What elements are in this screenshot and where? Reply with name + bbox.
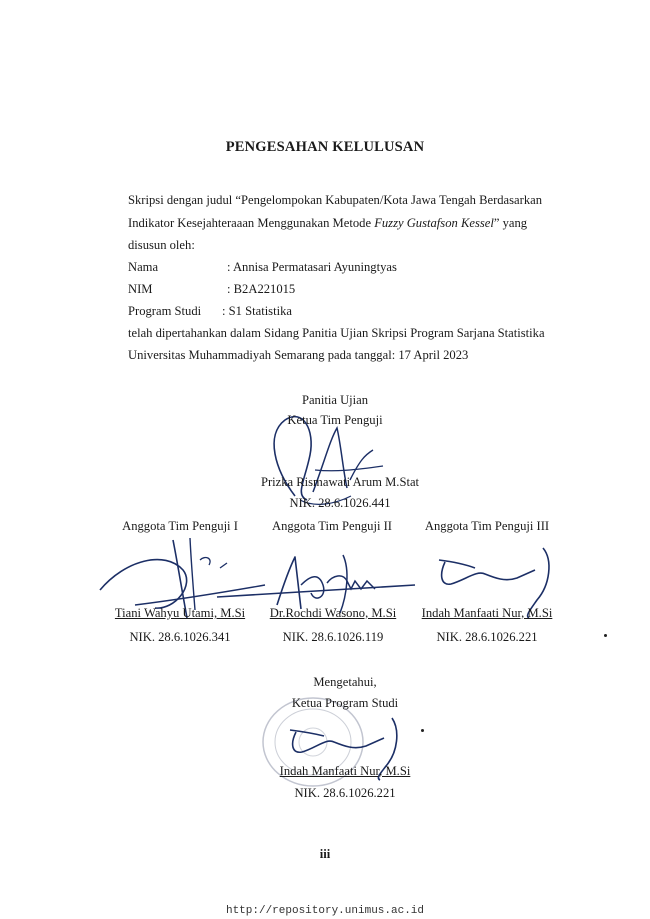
ink-dot — [604, 634, 607, 637]
nim-value: : B2A221015 — [227, 282, 296, 296]
prodi-label: Program Studi — [128, 304, 202, 318]
nim-label: NIM — [128, 282, 153, 296]
defense-line-2: Universitas Muhammadiyah Semarang pada tanggal: 17 April 2023 — [128, 348, 469, 362]
examiner-3-role: Anggota Tim Penguji III — [424, 519, 550, 533]
chair-nik: NIK. 28.6.1026.441 — [289, 496, 391, 510]
repository-url: http://repository.unimus.ac.id — [225, 905, 425, 917]
examiner-3-nik: NIK. 28.6.1026.221 — [436, 630, 538, 644]
chair-name: Prizka Rismawati Arum M.Stat — [260, 475, 420, 489]
prodi-value: : S1 Statistika — [222, 304, 292, 318]
examiner-2-name: Dr.Rochdi Wasono, M.Si — [269, 606, 397, 620]
intro-line-2-text: Indikator Kesejahteraaan Menggunakan Metode — [128, 216, 375, 230]
chair-role: Ketua Tim Penguji — [287, 413, 383, 427]
examiner-1-role: Anggota Tim Penguji I — [122, 519, 238, 533]
examiner-2-nik: NIK. 28.6.1026.119 — [282, 630, 384, 644]
approval-name: Indah Manfaati Nur, M.Si — [279, 764, 411, 778]
examiner-1-name: Tiani Wahyu Utami, M.Si — [114, 606, 246, 620]
examiner-1-nik: NIK. 28.6.1026.341 — [129, 630, 231, 644]
page-number: iii — [319, 847, 331, 861]
committee-heading: Panitia Ujian — [301, 393, 369, 407]
examiner-2-role: Anggota Tim Penguji II — [271, 519, 392, 533]
approval-role: Ketua Program Studi — [291, 696, 399, 710]
intro-line-2-end: ” yang — [493, 216, 528, 230]
intro-line-2 — [128, 216, 527, 231]
approval-nik: NIK. 28.6.1026.221 — [294, 786, 396, 800]
examiner-3-name: Indah Manfaati Nur, M.Si — [421, 606, 553, 620]
ink-dot — [421, 729, 424, 732]
nama-label: Nama — [128, 260, 159, 274]
defense-line-1: telah dipertahankan dalam Sidang Panitia Ujian Skripsi Program Sarjana Statistika — [128, 326, 545, 340]
page-title: PENGESAHAN KELULUSAN — [225, 139, 425, 155]
intro-line-3: disusun oleh: — [128, 238, 195, 252]
method-name: Fuzzy Gustafson Kessel — [374, 216, 494, 230]
intro-line-1: Skripsi dengan judul “Pengelompokan Kabupaten/Kota Jawa Tengah Berdasarkan — [128, 193, 543, 207]
approval-heading: Mengetahui, — [313, 675, 377, 689]
nama-value: : Annisa Permatasari Ayuningtyas — [227, 260, 397, 274]
